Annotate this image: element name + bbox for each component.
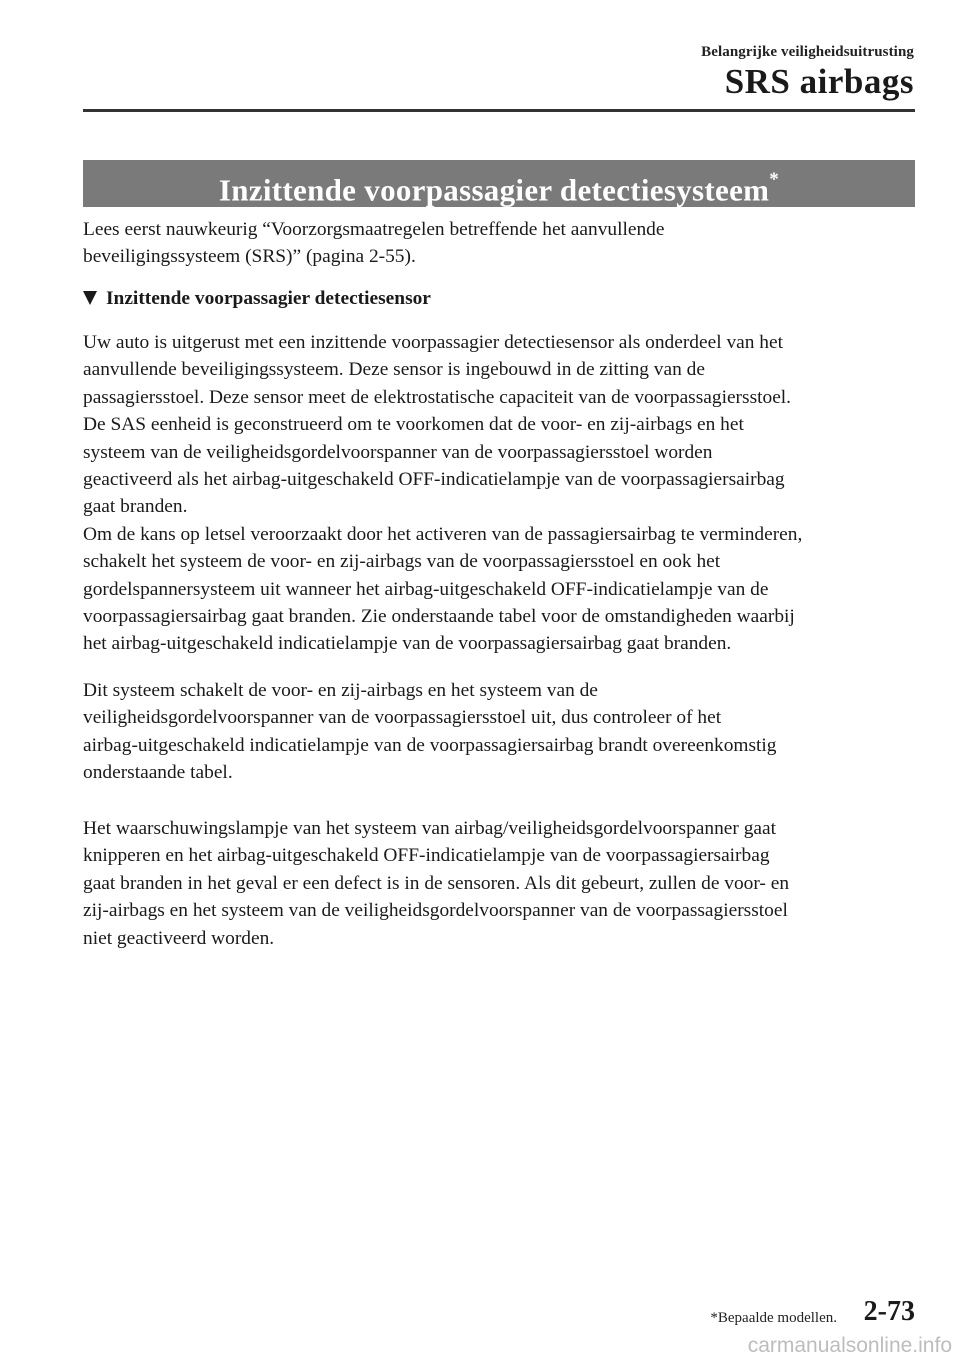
page-number: 2-73 xyxy=(863,1296,915,1327)
paragraph-text: Het waarschuwingslampje van het systeem van airbag/veiligheidsgordelvoorspanner gaat knipperen en het airbag-uitgeschakeld OFF-indicatielampje van de voorpassagiersairbag gaat branden in het geval er een defect is in de sensoren. Als dit gebeurt, zullen de voor- en zij-airbags en het systeem van de veiligheidsgordelvoorspanner van de voorpassagiersstoel niet geactiveerd worden. xyxy=(83,818,790,949)
paragraph-warning-light xyxy=(83,815,918,952)
paragraph-system-check xyxy=(83,677,918,787)
paragraph-text: Dit systeem schakelt de voor- en zij-airbags en het systeem van de veiligheidsgordelvoorspanner van de voorpassagiersstoel uit, dus controleer of het airbag-uitgeschakeld indicatielampje van de voorpassagiersairbag brandt overeenkomstig onderstaande tabel. xyxy=(83,680,777,784)
subsection-heading xyxy=(83,285,431,312)
chapter-title: Belangrijke veiligheidsuitrusting xyxy=(701,44,914,60)
subsection-title: Inzittende voorpassagier detectiesensor xyxy=(106,288,431,309)
section-title-band xyxy=(83,160,915,207)
footnote-marker: * xyxy=(769,169,780,190)
triangle-bullet-icon xyxy=(83,291,97,305)
intro-text: Lees eerst nauwkeurig “Voorzorgsmaatregelen betreffende het aanvullende beveiligingssysteem (SRS)” (pagina 2-55). xyxy=(83,219,665,268)
paragraph-sensor-description xyxy=(83,329,918,658)
intro-paragraph xyxy=(83,216,918,271)
paragraph-text: Uw auto is uitgerust met een inzittende voorpassagier detectiesensor als onderdeel van het aanvullende beveiligingssysteem. Deze sensor is ingebouwd in de zitting van de passagiersstoel. Deze sensor meet de elektrostatische capaciteit van de voorpassagiersstoel. De SAS eenheid is geconstrueerd om te voorkomen dat de voor- en zij-airbags en het systeem van de veiligheidsgordelvoorspanner van de voorpassagiersstoel worden geactiveerd als het airbag-uitgeschakeld OFF-indicatielampje van de voorpassagiersairbag gaat branden. Om de kans op letsel veroorzaakt door het activeren van de passagiersairbag te verminderen, schakelt het systeem de voor- en zij-airbags van de voorpassagiersstoel en ook het gordelspannersysteem uit wanneer het airbag-uitgeschakeld OFF-indicatielampje van de voorpassagiersairbag gaat branden. Zie onderstaande tabel voor de omstandigheden waarbij het airbag-uitgeschakeld indicatielampje van de voorpassagiersairbag gaat branden. xyxy=(83,332,803,655)
section-title: Inzittende voorpassagier detectiesysteem xyxy=(218,172,770,208)
footnote: *Bepaalde modellen. xyxy=(710,1310,837,1326)
header-divider xyxy=(83,109,915,112)
watermark: carmanualsonline.info xyxy=(747,1334,952,1357)
section-header-title: SRS airbags xyxy=(724,62,914,101)
